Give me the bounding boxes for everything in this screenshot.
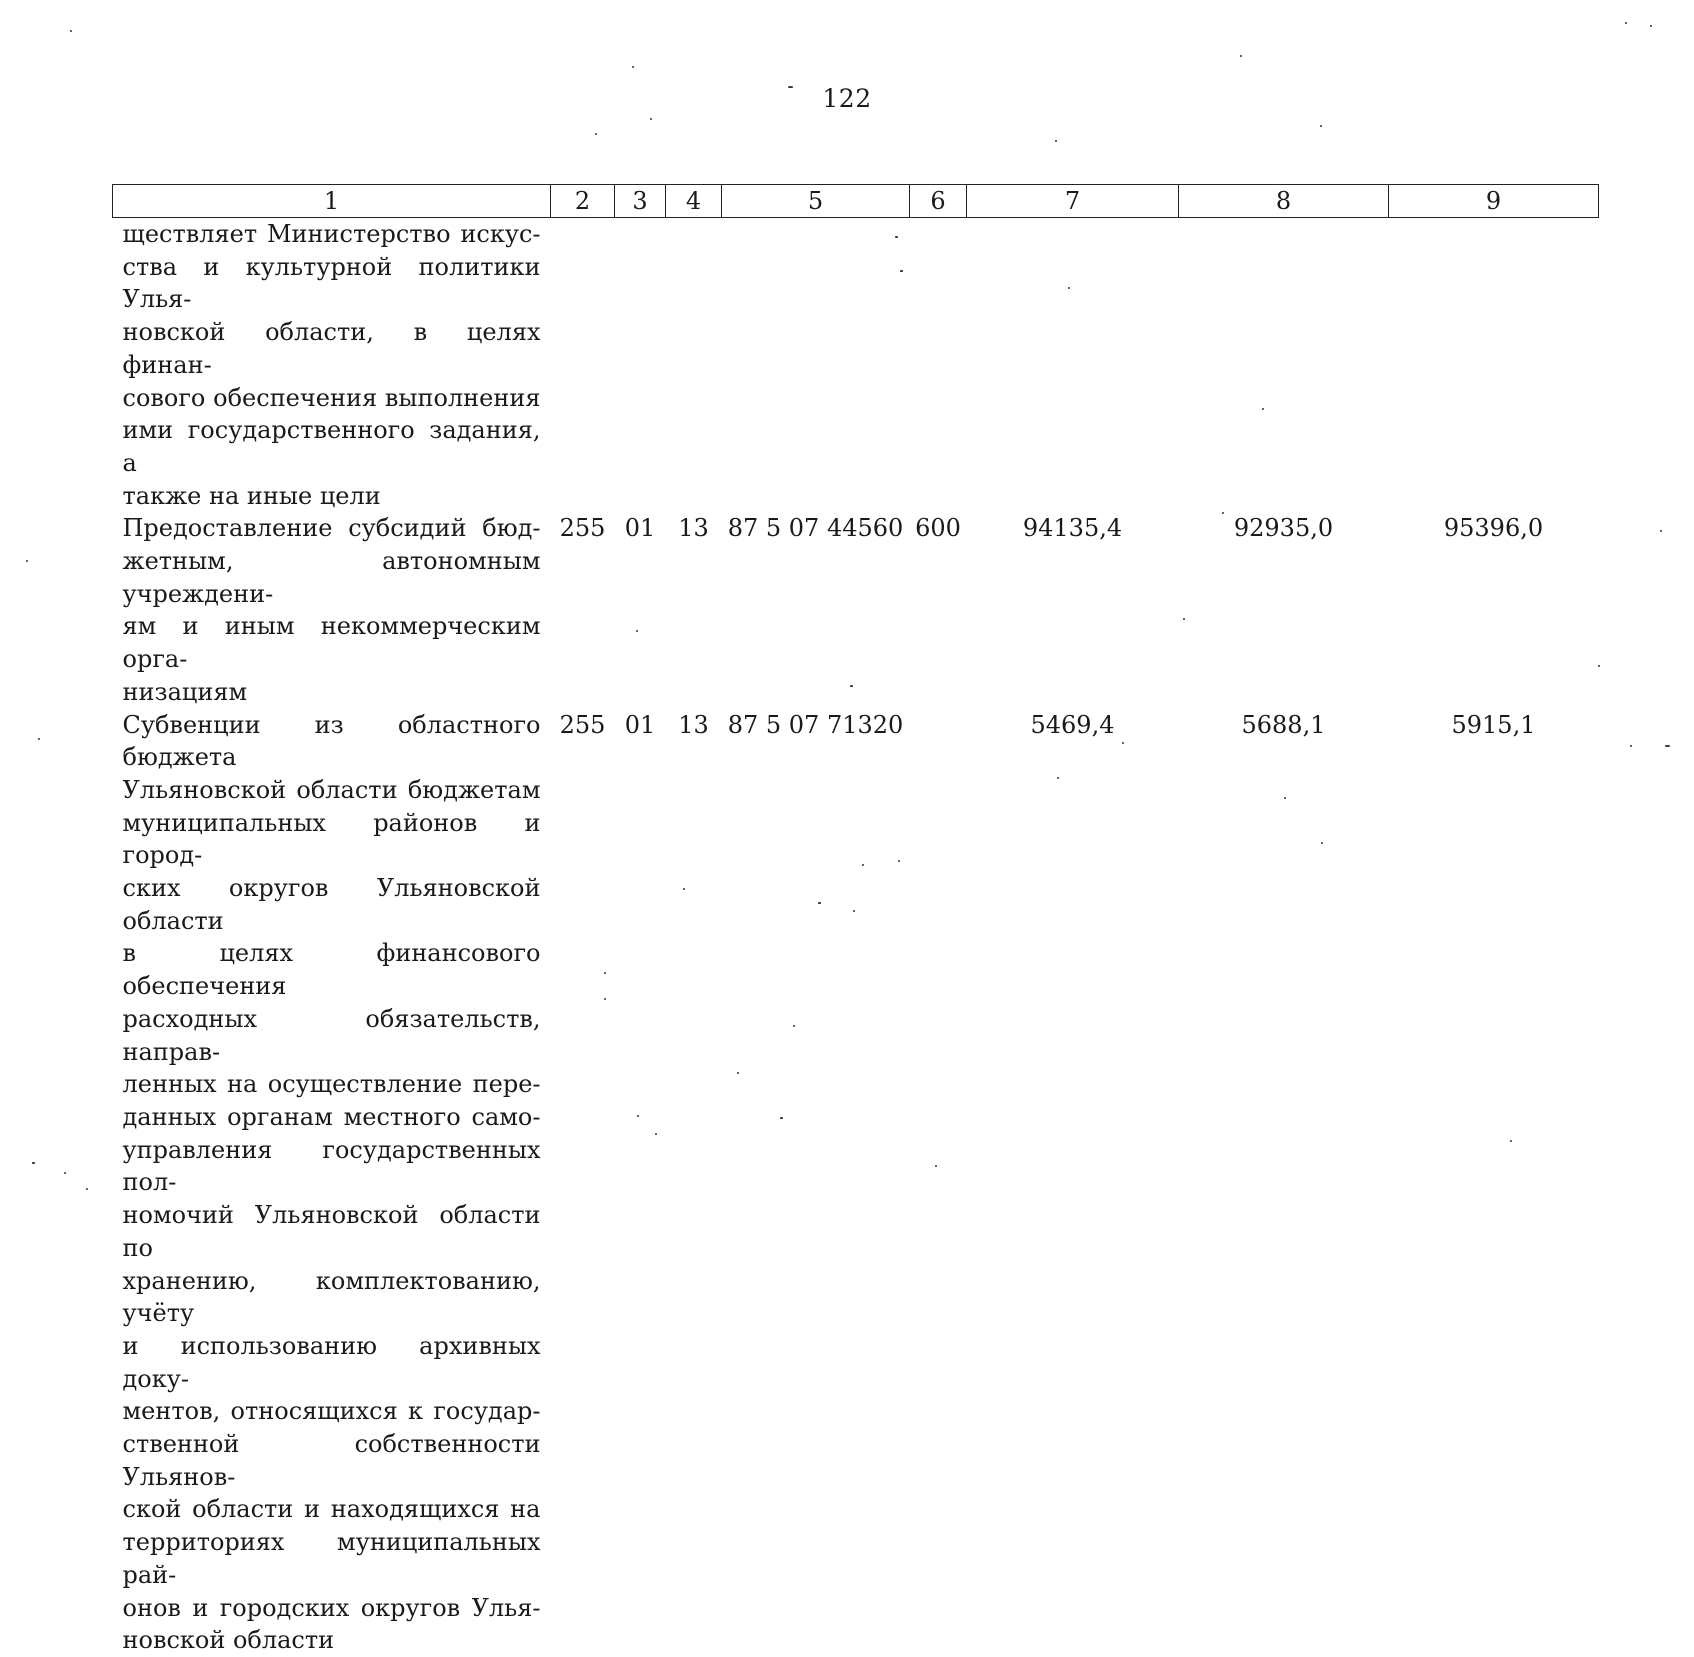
description-line: ства и культурной политики Улья-	[122, 252, 541, 314]
scan-speck	[1665, 745, 1670, 747]
page-number: 122	[822, 84, 872, 113]
scan-speck	[1122, 742, 1124, 744]
amount-col9-cell: 95396,0	[1443, 514, 1544, 543]
scan-speck	[637, 1115, 639, 1117]
amount-col7-cell	[967, 218, 1179, 513]
description-line: Субвенции из областного бюджета	[122, 710, 541, 772]
description-line: ментов, относящихся к государ-	[122, 1397, 541, 1426]
subsection-code-cell: 13	[678, 514, 709, 543]
column-header: 5	[722, 185, 910, 218]
description-line: территориях муниципальных рай-	[122, 1528, 541, 1589]
description-line: ям и иным некоммерческим орга-	[122, 612, 541, 674]
scan-speck	[26, 560, 28, 562]
expense-type-cell: 600	[915, 514, 961, 543]
table-header-row	[113, 185, 1599, 218]
scan-speck	[1625, 22, 1627, 24]
table-row	[113, 512, 1599, 708]
scan-speck	[632, 66, 634, 68]
scan-speck	[1240, 55, 1242, 57]
ministry-code-cell: 255	[559, 514, 606, 543]
subsection-code-cell: 13	[678, 710, 709, 739]
scan-speck	[898, 860, 900, 862]
table-row	[113, 218, 1599, 513]
description-cell	[113, 512, 551, 708]
description-cell	[113, 709, 551, 1657]
description-line: новской области	[122, 1626, 335, 1655]
target-article-cell: 87 5 07 44560	[727, 514, 904, 543]
description-line: новской области, в целях финан-	[122, 318, 541, 379]
scan-speck	[1284, 797, 1286, 799]
description-line: Ульяновской области бюджетам	[122, 775, 541, 804]
column-header: 4	[666, 185, 722, 218]
table-row	[113, 709, 1599, 1657]
scan-speck	[737, 1072, 739, 1074]
column-header: 8	[1179, 185, 1389, 218]
scan-speck	[862, 864, 864, 866]
scan-speck	[595, 133, 597, 135]
ministry-code-cell	[551, 218, 615, 513]
scan-speck	[1598, 665, 1600, 667]
description-cell	[113, 218, 551, 513]
expense-type-cell	[910, 709, 967, 1657]
scan-speck	[70, 30, 72, 32]
amount-col7-cell: 94135,4	[1022, 514, 1123, 543]
scan-speck	[780, 1117, 783, 1119]
description-line: номочий Ульяновской области по	[122, 1201, 541, 1262]
scan-speck	[1321, 842, 1323, 844]
description-line: ими государственного задания, а	[122, 416, 541, 477]
description-line: ществляет Министерство искус-	[122, 220, 541, 248]
target-article-cell: 87 5 07 71320	[727, 710, 904, 739]
description-line: ских округов Ульяновской области	[122, 874, 541, 935]
column-header: 7	[967, 185, 1179, 218]
scan-speck	[850, 685, 853, 687]
description-line: ской области и находящихся на	[122, 1495, 541, 1524]
description-line: ленных на осуществление пере-	[122, 1070, 541, 1099]
description-line: и использованию архивных доку-	[122, 1331, 541, 1393]
amount-col9-cell: 5915,1	[1451, 710, 1536, 739]
scan-speck	[32, 1162, 35, 1164]
description-line: жетным, автономным учреждени-	[122, 547, 541, 608]
description-line: управления государственных пол-	[122, 1135, 541, 1197]
scan-speck	[683, 888, 685, 890]
description-line: онов и городских округов Улья-	[122, 1593, 541, 1622]
scan-speck	[1320, 125, 1322, 127]
scan-speck	[1183, 618, 1185, 620]
scan-speck	[1650, 25, 1652, 27]
scan-speck	[1222, 512, 1224, 514]
scan-speck	[935, 1165, 937, 1167]
scan-speck	[1057, 777, 1059, 779]
description-line: хранению, комплектованию, учёту	[122, 1266, 541, 1328]
column-header: 1	[113, 185, 551, 218]
column-header: 2	[551, 185, 615, 218]
description-line: в целях финансового обеспечения	[122, 939, 541, 1001]
scan-speck	[788, 86, 793, 88]
scan-speck	[818, 902, 821, 904]
amount-col8-cell: 92935,0	[1233, 514, 1334, 543]
scan-speck	[604, 972, 606, 974]
amount-col7-cell: 5469,4	[1030, 710, 1115, 739]
description-line: ственной собственности Ульянов-	[122, 1430, 541, 1491]
scan-speck	[853, 910, 855, 912]
section-code-cell: 01	[624, 710, 656, 739]
scan-speck	[1055, 140, 1057, 142]
amount-col8-cell	[1179, 218, 1389, 513]
scan-speck	[895, 236, 898, 238]
amount-col9-cell	[1389, 218, 1599, 513]
scan-speck	[900, 270, 903, 272]
table-body	[113, 218, 1599, 1657]
budget-table	[112, 184, 1599, 1657]
scan-speck	[650, 118, 652, 120]
scan-speck	[38, 738, 40, 740]
ministry-code-cell: 255	[559, 710, 606, 739]
column-header: 3	[615, 185, 666, 218]
scan-speck	[1630, 745, 1632, 747]
section-code-cell	[615, 218, 666, 513]
expense-type-cell	[910, 218, 967, 513]
scan-speck	[636, 630, 638, 632]
scan-speck	[64, 1172, 66, 1174]
description-line: низациям	[122, 677, 248, 706]
subsection-code-cell	[666, 218, 722, 513]
column-header: 6	[910, 185, 967, 218]
scan-speck	[655, 1133, 657, 1135]
description-line: сового обеспечения выполнения	[122, 383, 541, 412]
description-line: расходных обязательств, направ-	[122, 1004, 541, 1066]
scan-speck	[793, 1025, 795, 1027]
section-code-cell: 01	[624, 514, 656, 543]
description-line: Предоставление субсидий бюд-	[122, 514, 541, 543]
scan-speck	[1660, 530, 1662, 532]
target-article-cell	[722, 218, 910, 513]
description-line: муниципальных районов и город-	[122, 808, 541, 870]
scan-speck	[1510, 1140, 1512, 1142]
scan-speck	[86, 1188, 88, 1190]
scan-speck	[604, 998, 606, 1000]
column-header: 9	[1389, 185, 1599, 218]
amount-col8-cell: 5688,1	[1241, 710, 1326, 739]
scan-speck	[1262, 408, 1264, 410]
scan-speck	[1068, 287, 1070, 289]
description-line: данных органам местного само-	[122, 1102, 541, 1131]
description-line: также на иные цели	[122, 481, 381, 510]
